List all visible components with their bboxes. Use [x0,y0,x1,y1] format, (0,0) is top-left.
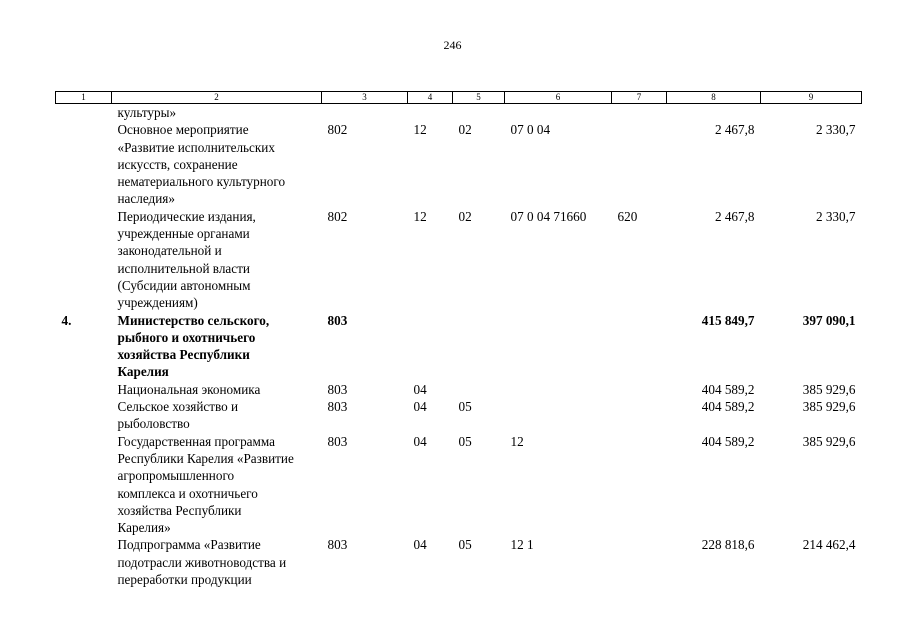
table-row [56,536,862,588]
row-code-subsection: 02 [458,122,472,138]
table-body [56,104,862,589]
row-index [56,398,112,433]
page-number: 246 [443,38,462,52]
row-code-expense-type [612,104,667,122]
row-code-section: 04 [413,537,427,553]
row-index [56,208,112,312]
header-col-7: 7 [612,92,667,104]
row-amount-2: 385 929,6 [802,399,856,415]
row-code-expense-type [612,312,667,381]
row-amount-2: 385 929,6 [802,433,856,449]
row-code-section [408,312,453,381]
row-code-subsection [453,381,505,398]
row-code-ministry: 803 [327,381,348,397]
row-amount-2: 385 929,6 [802,381,856,397]
row-index [56,121,112,207]
table-row [56,312,862,381]
row-code-ministry [322,104,408,122]
row-amount-2: 397 090,1 [802,312,856,328]
row-code-subsection [453,312,505,381]
row-name: Национальная экономика [117,381,261,397]
row-code-target: 07 0 04 71660 [510,208,587,224]
row-name: Основное мероприятие «Развитие исполнительских искусств, сохранение нематериального культурного наследия» [117,122,286,207]
row-code-ministry: 803 [327,433,348,449]
row-code-target: 12 [510,433,524,449]
header-col-8: 8 [667,92,761,104]
row-code-section: 12 [413,122,427,138]
row-code-expense-type [612,433,667,537]
table-row [56,433,862,537]
row-amount-1: 2 467,8 [714,122,755,138]
budget-table [55,91,862,588]
row-code-subsection: 02 [458,208,472,224]
row-code-target: 07 0 04 [510,122,551,138]
row-index [56,104,112,122]
row-amount-2: 2 330,7 [815,208,856,224]
header-col-3: 3 [322,92,408,104]
row-code-expense-type [612,398,667,433]
table-header [56,92,862,104]
row-amount-1 [667,104,761,122]
row-code-expense-type: 620 [617,208,638,224]
row-name: Подпрограмма «Развитие подотрасли животноводства и переработки продукции [117,537,287,588]
row-code-subsection [453,104,505,122]
row-amount-1: 415 849,7 [701,312,755,328]
row-amount-1: 228 818,6 [701,537,755,553]
row-code-target [505,398,612,433]
row-code-expense-type [612,536,667,588]
row-index: 4. [61,312,72,328]
header-col-1: 1 [56,92,112,104]
row-amount-1: 404 589,2 [701,399,755,415]
row-code-target [505,312,612,381]
table-row [56,398,862,433]
table-row [56,121,862,207]
row-name: Сельское хозяйство и рыболовство [117,399,239,432]
row-index [56,536,112,588]
row-code-section: 04 [413,399,427,415]
row-name: культуры» [117,105,177,120]
row-amount-2: 2 330,7 [815,122,856,138]
header-col-2: 2 [112,92,322,104]
header-col-9: 9 [761,92,862,104]
row-code-ministry: 803 [327,312,348,328]
row-code-subsection: 05 [458,433,472,449]
row-amount-2: 214 462,4 [802,537,856,553]
row-amount-1: 2 467,8 [714,208,755,224]
row-name: Государственная программа Республики Карелия «Развитие агропромышленного комплекса и охотничьего хозяйства Республики Карелия» [117,433,294,536]
row-code-target [505,381,612,398]
table-row [56,381,862,398]
table-row [56,104,862,122]
row-code-subsection: 05 [458,399,472,415]
row-amount-1: 404 589,2 [701,381,755,397]
header-col-5: 5 [453,92,505,104]
row-index [56,433,112,537]
row-code-subsection: 05 [458,537,472,553]
row-code-target: 12 1 [510,537,534,553]
header-col-6: 6 [505,92,612,104]
row-code-target [505,104,612,122]
row-code-ministry: 802 [327,122,348,138]
row-amount-1: 404 589,2 [701,433,755,449]
row-name: Министерство сельского, рыбного и охотничьего хозяйства Республики Карелия [117,312,270,380]
header-col-4: 4 [408,92,453,104]
row-index [56,381,112,398]
row-code-section [408,104,453,122]
row-code-ministry: 803 [327,537,348,553]
table-row [56,208,862,312]
row-name: Периодические издания, учрежденные органами законодательной и исполнительной власти (Субсидии автономным учреждениям) [117,208,256,311]
row-code-section: 04 [413,381,427,397]
row-code-ministry: 802 [327,208,348,224]
row-code-expense-type [612,381,667,398]
row-amount-2 [761,104,862,122]
row-code-expense-type [612,121,667,207]
row-code-ministry: 803 [327,399,348,415]
row-code-section: 12 [413,208,427,224]
row-code-section: 04 [413,433,427,449]
